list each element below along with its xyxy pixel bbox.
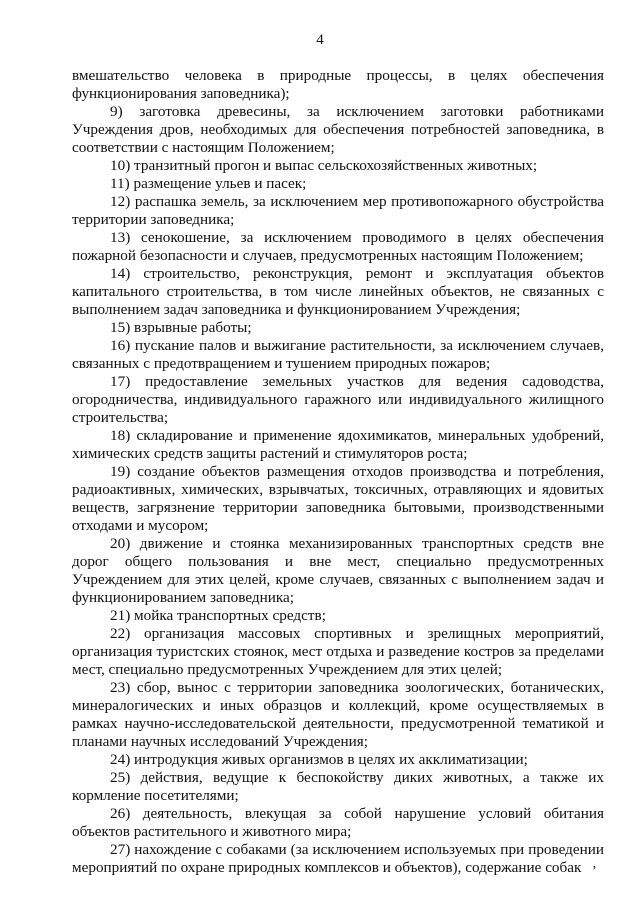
list-item-25: 25) действия, ведущие к беспокойству диких животных, а также их кормление посетителями; — [72, 769, 604, 804]
list-item-11: 11) размещение ульев и пасек; — [110, 175, 307, 192]
list-item-20: 20) движение и стоянка механизированных транспортных средств вне дорог общего пользования и вне мест, специально предусмотренных Учреждением для этих целей, кроме случаев, связанных с выполнением задач и функционированием заповедника; — [72, 535, 604, 606]
list-item-10: 10) транзитный прогон и выпас сельскохозяйственных животных; — [110, 157, 538, 174]
list-item-12: 12) распашка земель, за исключением мер противопожарного обустройства территории заповедника; — [72, 193, 604, 228]
page-number: 4 — [316, 32, 324, 48]
list-item-14: 14) строительство, реконструкция, ремонт и эксплуатация объектов капитального строительства, в том числе линейных объектов, не связанных с выполнением задач заповедника и функционированием Учреждения; — [72, 265, 604, 318]
body-text — [72, 67, 604, 877]
list-item-27: 27) нахождение с собаками (за исключением используемых при проведении мероприятий по охране природных комплексов и объектов), содержание собак — [72, 841, 604, 876]
list-item-19: 19) создание объектов размещения отходов производства и потребления, радиоактивных, химических, взрывчатых, токсичных, отравляющих и ядовитых веществ, загрязнение территории заповедника бытовыми, производственными отходами и мусором; — [72, 463, 604, 534]
list-item-21: 21) мойка транспортных средств; — [110, 607, 326, 624]
list-item-22: 22) организация массовых спортивных и зрелищных мероприятий, организация туристских стоянок, мест отдыха и разведение костров за пределами мест, специально предусмотренных Учреждением для этих целей; — [72, 625, 604, 678]
page-mark: ʼ — [592, 864, 597, 879]
list-item-17: 17) предоставление земельных участков для ведения садоводства, огородничества, индивидуального гаражного или индивидуального жилищного строительства; — [72, 373, 604, 426]
list-item-24: 24) интродукция живых организмов в целях их акклиматизации; — [110, 751, 528, 768]
paragraph-continuation: вмешательство человека в природные процессы, в целях обеспечения функционирования заповедника); — [72, 67, 604, 102]
list-item-18: 18) складирование и применение ядохимикатов, минеральных удобрений, химических средств защиты растений и стимуляторов роста; — [72, 427, 604, 462]
list-item-15: 15) взрывные работы; — [110, 319, 252, 336]
list-item-13: 13) сенокошение, за исключением проводимого в целях обеспечения пожарной безопасности и случаев, предусмотренных настоящим Положением; — [72, 229, 604, 264]
list-item-9: 9) заготовка древесины, за исключением заготовки работниками Учреждения дров, необходимых для обеспечения потребностей заповедника, в соответствии с настоящим Положением; — [72, 103, 604, 156]
list-item-23: 23) сбор, вынос с территории заповедника зоологических, ботанических, минералогических и иных образцов и коллекций, кроме осуществляемых в рамках научно-исследовательской деятельности, предусмотренной тематикой и планами научных исследований Учреждения; — [72, 679, 604, 750]
list-item-16: 16) пускание палов и выжигание растительности, за исключением случаев, связанных с предотвращением и тушением природных пожаров; — [72, 337, 604, 372]
list-item-26: 26) деятельность, влекущая за собой нарушение условий обитания объектов растительного и животного мира; — [72, 805, 604, 840]
